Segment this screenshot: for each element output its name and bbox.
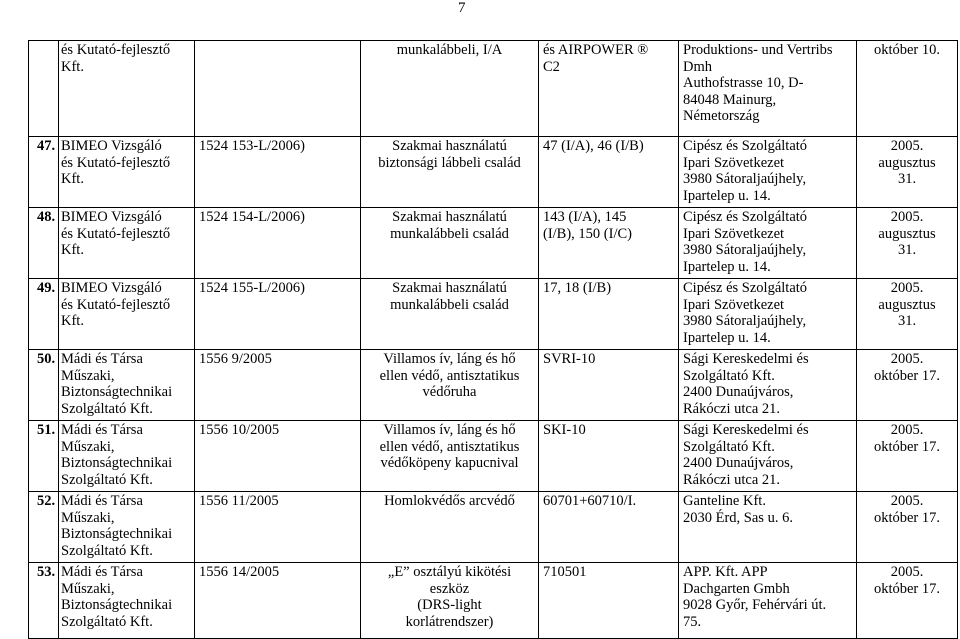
issue-date: 2005. október 17. [857,492,958,563]
manufacturer: Cipész és Szolgáltató Ipari Szövetkezet 3980 Sátoraljaújhely, Ipartelep u. 14. [679,208,857,279]
row-number: 51. [29,421,59,492]
issue-date: 2005. augusztus 31. [857,279,958,350]
issue-date: 2005. október 17. [857,421,958,492]
table-row [29,137,958,208]
standard-reference: 1524 153-L/2006) [195,137,361,208]
product-type: SVRI-10 [539,350,679,421]
row-number [29,41,59,137]
testing-organization: BIMEO Vizsgáló és Kutató-fejlesztő Kft. [59,279,195,350]
manufacturer: Cipész és Szolgáltató Ipari Szövetkezet 3980 Sátoraljaújhely, Ipartelep u. 14. [679,137,857,208]
product-title: Homlokvédős arcvédő [361,492,539,563]
manufacturer: APP. Kft. APP Dachgarten Gmbh 9028 Győr, Fehérvári út. 75. [679,563,857,639]
table-row [29,41,958,137]
product-title: „E” osztályú kikötési eszköz (DRS-light korlátrendszer) [361,563,539,639]
manufacturer: Sági Kereskedelmi és Szolgáltató Kft. 2400 Dunaújváros, Rákóczi utca 21. [679,350,857,421]
standard-reference: 1556 9/2005 [195,350,361,421]
page-number: 7 [458,0,466,16]
row-number: 48. [29,208,59,279]
product-title: Villamos ív, láng és hő ellen védő, antisztatikus védőköpeny kapucnival [361,421,539,492]
testing-organization: Mádi és Társa Műszaki, Biztonságtechnikai Szolgáltató Kft. [59,492,195,563]
product-type: SKI-10 [539,421,679,492]
table-row [29,279,958,350]
standard-reference: 1524 154-L/2006) [195,208,361,279]
standard-reference: 1556 11/2005 [195,492,361,563]
standard-reference: 1556 10/2005 [195,421,361,492]
product-title: munkalábbeli, I/A [361,41,539,137]
product-title: Szakmai használatú munkalábbeli család [361,279,539,350]
standard-reference: 1524 155-L/2006) [195,279,361,350]
product-type: 17, 18 (I/B) [539,279,679,350]
standard-reference: 1556 14/2005 [195,563,361,639]
manufacturer: Produktions- und Vertribs Dmh Authofstrasse 10, D- 84048 Mainurg, Németország [679,41,857,137]
manufacturer: Ganteline Kft. 2030 Érd, Sas u. 6. [679,492,857,563]
product-type: 47 (I/A), 46 (I/B) [539,137,679,208]
product-title: Szakmai használatú munkalábbeli család [361,208,539,279]
table-row [29,563,958,639]
testing-organization: Mádi és Társa Műszaki, Biztonságtechnikai Szolgáltató Kft. [59,421,195,492]
table-row [29,350,958,421]
product-title: Szakmai használatú biztonsági lábbeli család [361,137,539,208]
product-type: 60701+60710/I. [539,492,679,563]
row-number: 52. [29,492,59,563]
issue-date: 2005. augusztus 31. [857,137,958,208]
issue-date: 2005. október 17. [857,350,958,421]
row-number: 47. [29,137,59,208]
issue-date: október 10. [857,41,958,137]
testing-organization: Mádi és Társa Műszaki, Biztonságtechnikai Szolgáltató Kft. [59,350,195,421]
testing-organization: BIMEO Vizsgáló és Kutató-fejlesztő Kft. [59,208,195,279]
testing-organization: BIMEO Vizsgáló és Kutató-fejlesztő Kft. [59,137,195,208]
standard-reference [195,41,361,137]
testing-organization: Mádi és Társa Műszaki, Biztonságtechnikai Szolgáltató Kft. [59,563,195,639]
issue-date: 2005. augusztus 31. [857,208,958,279]
testing-organization: és Kutató-fejlesztő Kft. [59,41,195,137]
product-type: 710501 [539,563,679,639]
certificate-table [28,40,958,639]
table-row [29,208,958,279]
product-type: és AIRPOWER ® C2 [539,41,679,137]
row-number: 50. [29,350,59,421]
table-row [29,421,958,492]
product-title: Villamos ív, láng és hő ellen védő, antisztatikus védőruha [361,350,539,421]
manufacturer: Sági Kereskedelmi és Szolgáltató Kft. 2400 Dunaújváros, Rákóczi utca 21. [679,421,857,492]
manufacturer: Cipész és Szolgáltató Ipari Szövetkezet 3980 Sátoraljaújhely, Ipartelep u. 14. [679,279,857,350]
issue-date: 2005. október 17. [857,563,958,639]
row-number: 49. [29,279,59,350]
product-type: 143 (I/A), 145 (I/B), 150 (I/C) [539,208,679,279]
table-row [29,492,958,563]
row-number: 53. [29,563,59,639]
